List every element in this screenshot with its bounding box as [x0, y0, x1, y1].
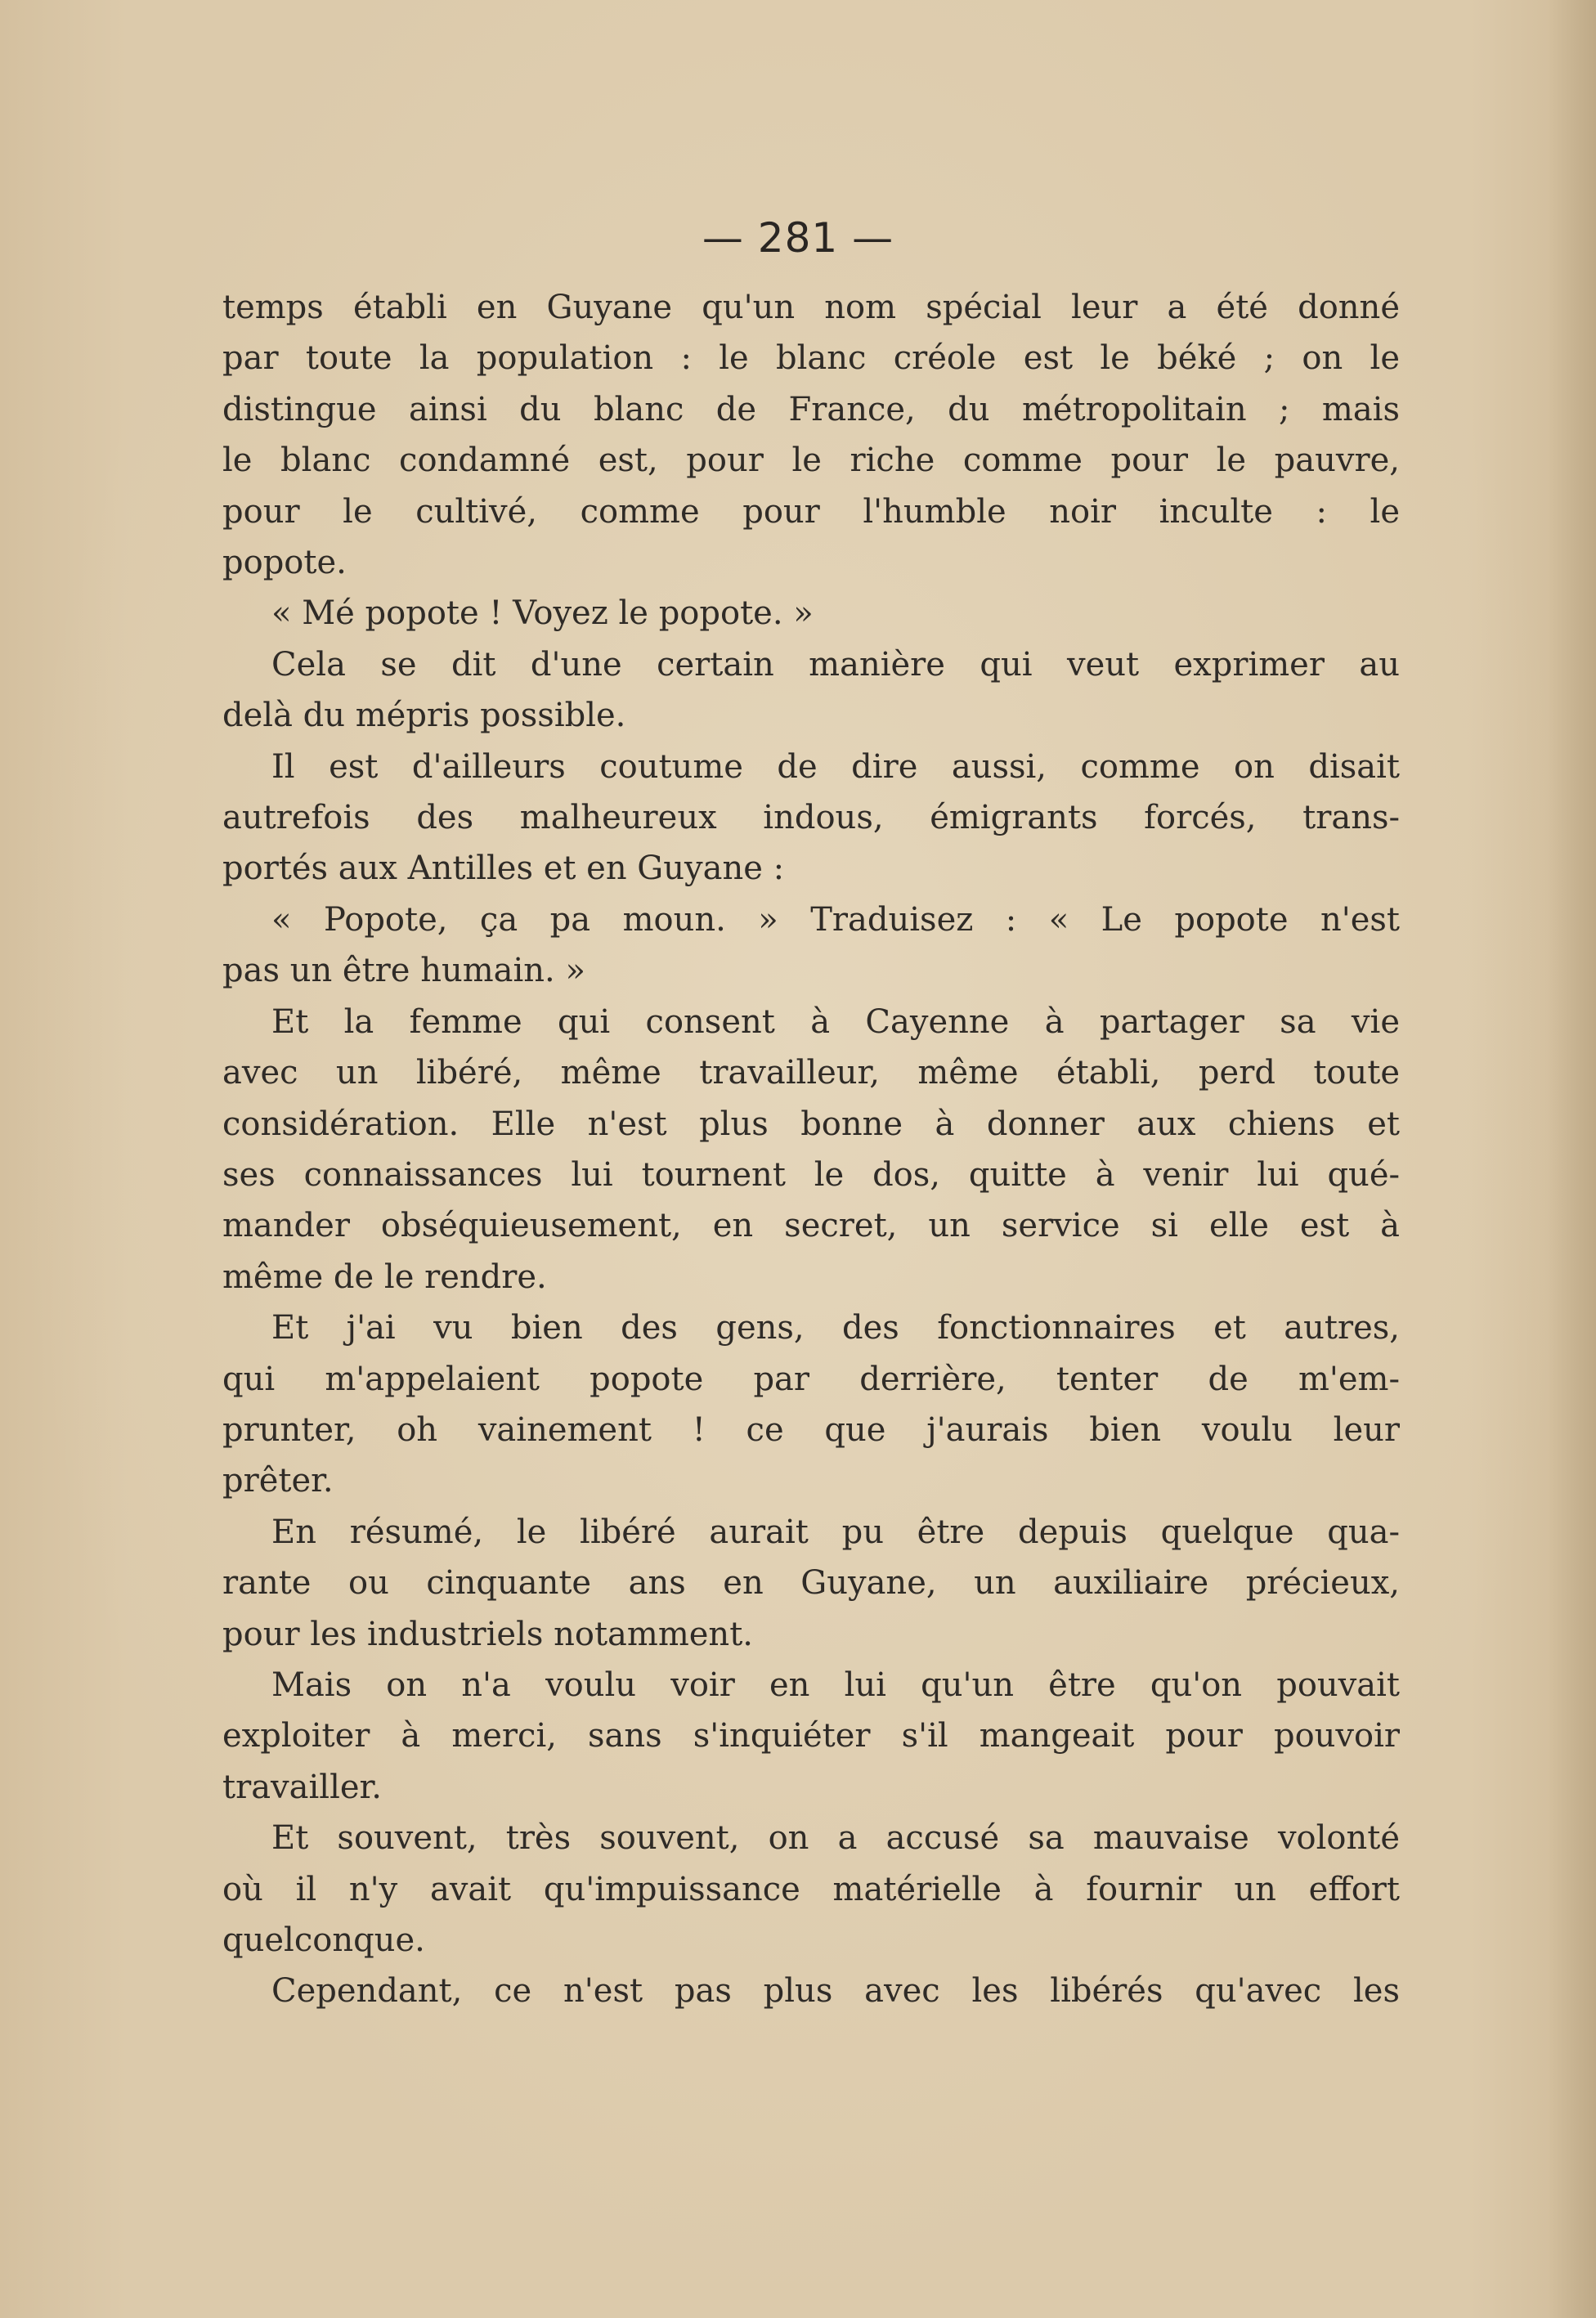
text-line: exploiter à merci, sans s'inquiéter s'il mangeait pour pouvoir	[222, 1717, 1400, 1755]
text-line: pas un être humain. »	[222, 952, 585, 990]
text-line: par toute la population : le blanc créole est le béké ; on le	[222, 339, 1400, 378]
text-line: portés aux Antilles et en Guyane :	[222, 850, 785, 888]
text-line: le blanc condamné est, pour le riche comme pour le pauvre,	[222, 442, 1400, 480]
text-line: popote.	[222, 544, 347, 582]
text-line: En résumé, le libéré aurait pu être depuis quelque qua-	[271, 1513, 1400, 1551]
body-text	[222, 282, 1400, 2017]
text-line: ses connaissances lui tournent le dos, quitte à venir lui qué-	[222, 1155, 1400, 1194]
text-line: même de le rendre.	[222, 1258, 547, 1296]
text-line: pour les industriels notamment.	[222, 1615, 753, 1653]
text-line: prêter.	[222, 1462, 334, 1500]
text-line: Et j'ai vu bien des gens, des fonctionnaires et autres,	[271, 1309, 1400, 1347]
text-line: Mais on n'a voulu voir en lui qu'un être qu'on pouvait	[271, 1666, 1400, 1704]
text-line: Cependant, ce n'est pas plus avec les libérés qu'avec les	[271, 1972, 1400, 2011]
text-line: temps établi en Guyane qu'un nom spécial leur a été donné	[222, 289, 1400, 326]
text-line: travailler.	[222, 1768, 382, 1806]
text-line: prunter, oh vainement ! ce que j'aurais bien voulu leur	[222, 1410, 1400, 1449]
text-line: considération. Elle n'est plus bonne à donner aux chiens et	[222, 1105, 1400, 1143]
text-line: Et la femme qui consent à Cayenne à partager sa vie	[271, 1002, 1400, 1041]
page-number: — 281 —	[702, 214, 894, 262]
text-line: « Mé popote ! Voyez le popote. »	[271, 594, 814, 633]
text-line: où il n'y avait qu'impuissance matérielle à fournir un effort	[222, 1870, 1400, 1908]
text-line: mander obséquieusement, en secret, un service si elle est à	[222, 1207, 1400, 1245]
text-line: « Popote, ça pa moun. » Traduisez : « Le popote n'est	[271, 900, 1400, 939]
text-line: distingue ainsi du blanc de France, du métropolitain ; mais	[222, 390, 1400, 428]
text-line: Cela se dit d'une certain manière qui veut exprimer au	[271, 645, 1400, 684]
text-line: avec un libéré, même travailleur, même établi, perd toute	[222, 1054, 1400, 1092]
text-line: quelconque.	[222, 1921, 425, 1959]
text-line: qui m'appelaient popote par derrière, tenter de m'em-	[222, 1360, 1400, 1398]
text-line: Il est d'ailleurs coutume de dire aussi, comme on disait	[271, 747, 1400, 786]
text-line: Et souvent, très souvent, on a accusé sa mauvaise volonté	[271, 1819, 1400, 1858]
text-line: delà du mépris possible.	[222, 697, 626, 735]
text-line: autrefois des malheureux indous, émigrants forcés, trans-	[222, 799, 1400, 837]
text-line: pour le cultivé, comme pour l'humble noir inculte : le	[222, 492, 1400, 531]
page-edge-shading	[1547, 0, 1596, 2318]
text-line: rante ou cinquante ans en Guyane, un auxiliaire précieux,	[222, 1564, 1400, 1603]
